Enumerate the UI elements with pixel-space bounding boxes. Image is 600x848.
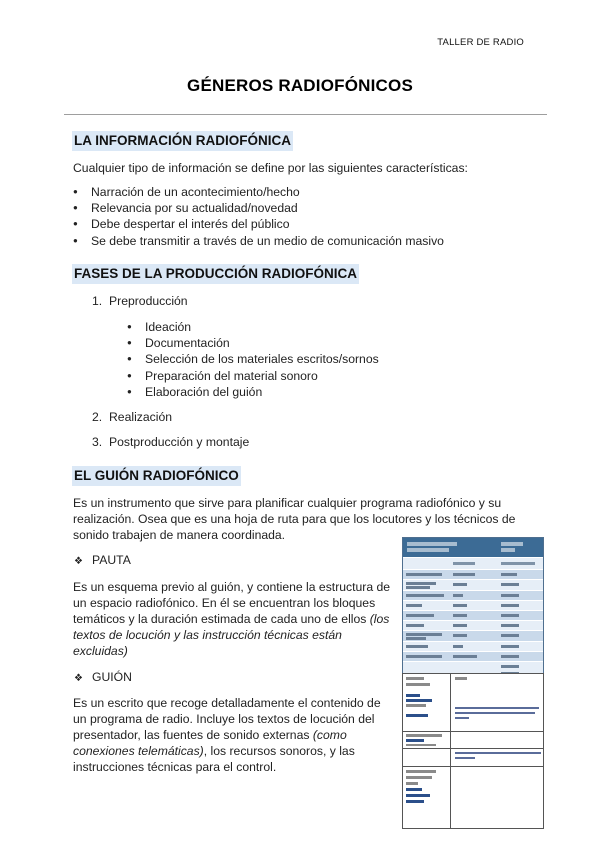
list-item: ● Preparación del material sonoro: [127, 368, 379, 384]
table-row-divider: [403, 731, 543, 732]
guion-text-1: Es un escrito que recoge detalladamente el contenido de un programa de radio. Incluye los textos de locución del presentador, las fuentes de sonido externas: [73, 696, 381, 742]
table-header-row: [403, 538, 543, 558]
section-heading-guion: EL GUIÓN RADIOFÓNICO: [72, 466, 241, 486]
title-divider: [64, 114, 547, 115]
list-item: ● Debe despertar el interés del público: [73, 216, 444, 232]
guion-italic-note: (como conexiones telemáticas): [73, 728, 347, 758]
pauta-sample-table-image: [402, 537, 544, 684]
list-item: ● Se debe transmitir a través de un medio de comunicación masivo: [73, 233, 444, 249]
table-row: [403, 558, 543, 570]
table-row: [403, 591, 543, 601]
pauta-text: Es un esquema previo al guión, y contiene la estructura de un espacio radiofónico. En él se encuentran los bloques temáticos y la duración estimada de cada uno de ellos: [73, 580, 391, 626]
phase-label: Realización: [109, 410, 173, 424]
guion-description: [73, 695, 383, 775]
diamond-bullet-icon: ❖: [74, 556, 83, 567]
section1-bullet-list: [73, 184, 444, 249]
list-item: ● Selección de los materiales escritos/sornos: [127, 351, 379, 367]
pauta-heading: [74, 553, 131, 567]
phase-label: Postproducción y montaje: [109, 435, 250, 449]
list-item: ● Ideación: [127, 319, 379, 335]
table-row: [403, 642, 543, 652]
list-item: ● Elaboración del guión: [127, 384, 379, 400]
guion-heading: [74, 670, 132, 684]
pauta-italic-note: (los textos de locución y las instrucción técnicas están excluidas): [73, 612, 390, 658]
list-item: ● Narración de un acontecimiento/hecho: [73, 184, 444, 200]
phase-item-1: [92, 294, 188, 308]
table-row: [403, 652, 543, 662]
diamond-bullet-icon: ❖: [74, 673, 83, 684]
guion-label: GUIÓN: [92, 670, 132, 684]
phase-item-2: [92, 410, 172, 424]
list-item: ● Documentación: [127, 335, 379, 351]
section1-intro: Cualquier tipo de información se define por las siguientes características:: [73, 161, 468, 175]
table-column-divider: [450, 674, 451, 828]
preproduction-sub-list: [127, 319, 379, 400]
section-heading-fases: FASES DE LA PRODUCCIÓN RADIOFÓNICA: [72, 264, 359, 284]
guion-text-2: , los recursos sonoros, y las instrucciones técnicas para el control.: [73, 744, 355, 774]
table-row: [403, 611, 543, 621]
page-title: GÉNEROS RADIOFÓNICOS: [187, 76, 413, 95]
guion-sample-table-image: [402, 673, 544, 829]
table-row-divider: [403, 766, 543, 767]
table-row: [403, 570, 543, 580]
table-row-divider: [403, 748, 543, 749]
phase-number: 1.: [92, 294, 103, 308]
section3-intro: Es un instrumento que sirve para planificar cualquier programa radiofónico y su realización. Osea que es una hoja de ruta para que los locutores y los técnicos de sonido trabajen de manera coordinada.: [73, 496, 516, 542]
phase-number: 2.: [92, 410, 103, 424]
phase-item-3: [92, 435, 249, 449]
phase-label: Preproducción: [109, 294, 188, 308]
table-row: [403, 621, 543, 631]
list-item: ● Relevancia por su actualidad/novedad: [73, 200, 444, 216]
phase-number: 3.: [92, 435, 103, 449]
course-header: TALLER DE RADIO: [437, 37, 524, 48]
pauta-label: PAUTA: [92, 553, 131, 567]
pauta-description: [73, 579, 393, 659]
table-row: [403, 601, 543, 611]
table-row: [403, 580, 543, 591]
section-heading-informacion: LA INFORMACIÓN RADIOFÓNICA: [72, 131, 293, 151]
table-row: [403, 631, 543, 642]
